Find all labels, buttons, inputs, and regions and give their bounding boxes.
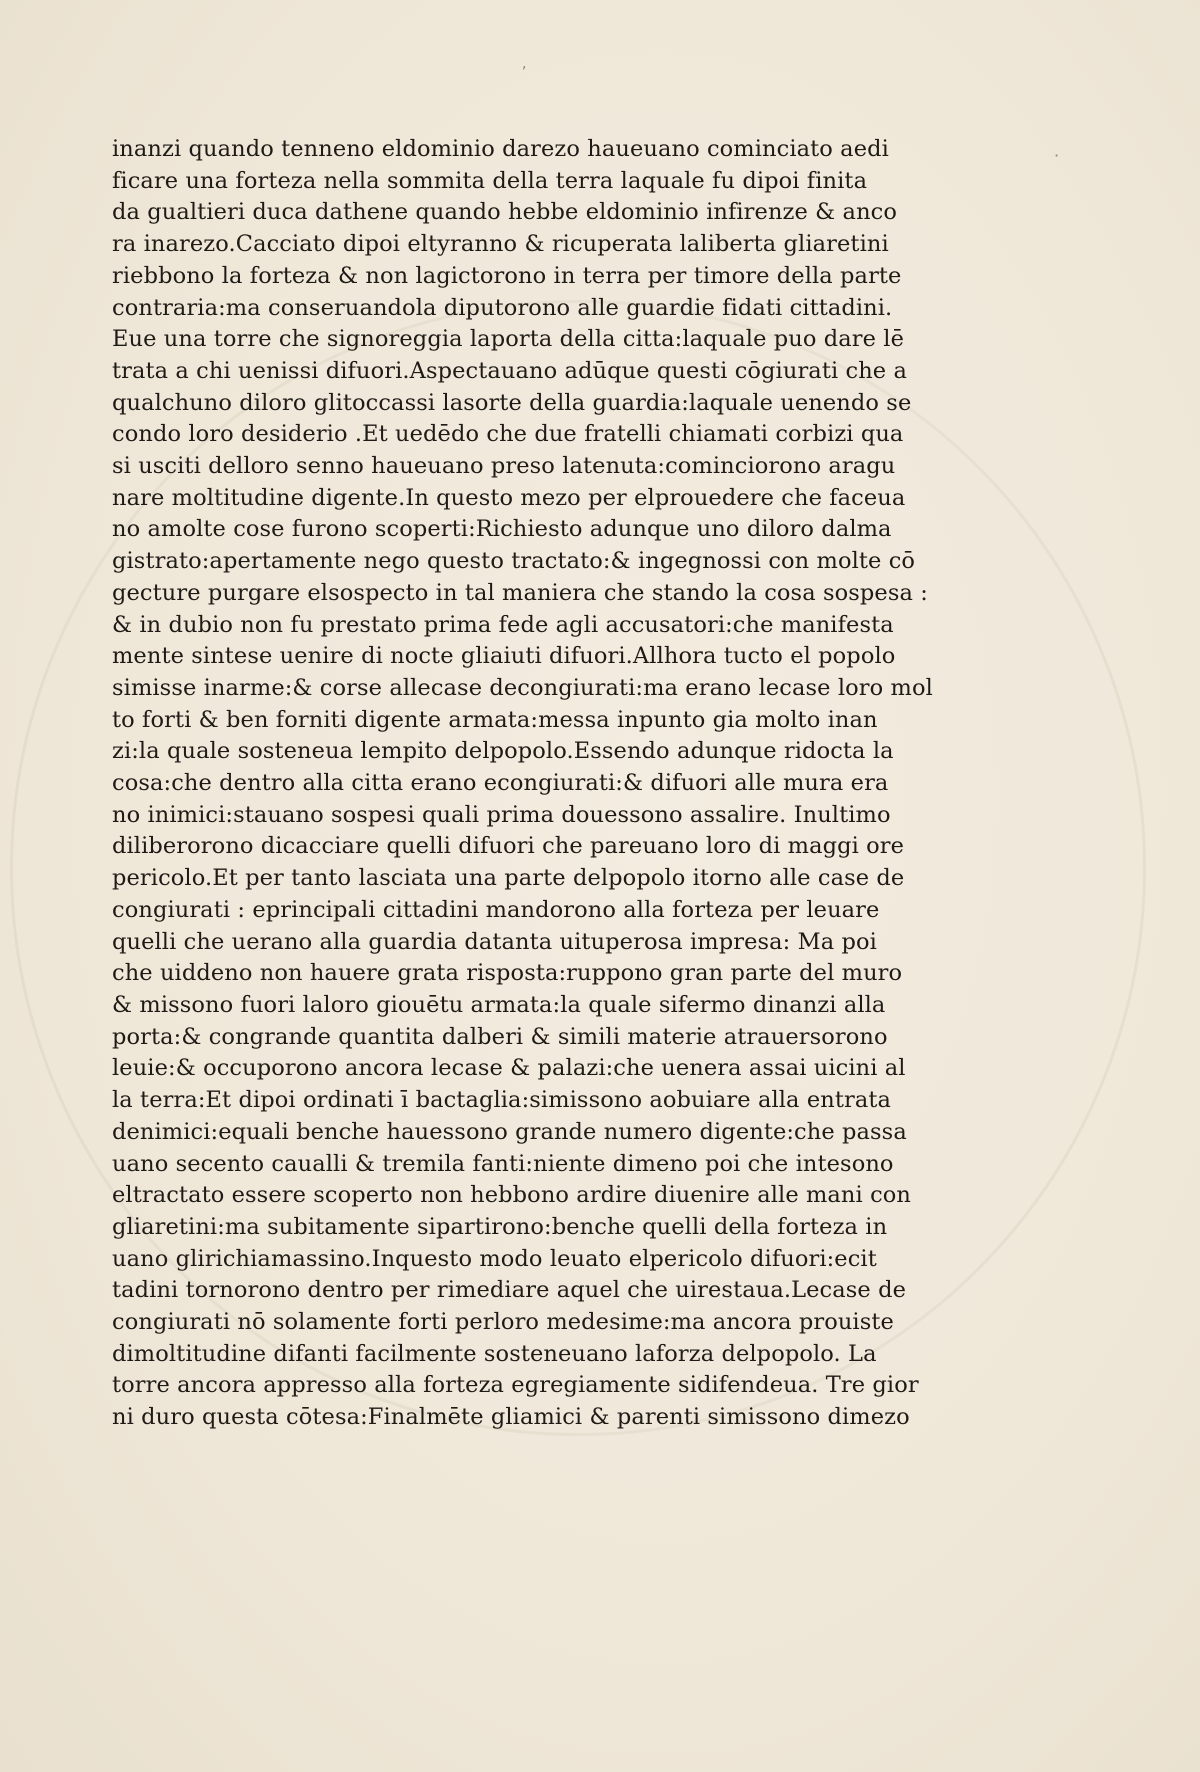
text-line: mente sintese uenire di nocte gliaiuti difuori.Allhora tucto el popolo bbox=[112, 643, 896, 670]
text-line: condo loro desiderio .Et uedēdo che due fratelli chiamati corbizi qua bbox=[112, 421, 904, 448]
text-line: & missono fuori laloro giouētu armata:la quale sifermo dinanzi alla bbox=[112, 991, 886, 1018]
text-line: leuie:& occuporono ancora lecase & palazi:che uenera assai uicini al bbox=[112, 1055, 906, 1082]
text-line: da gualtieri duca dathene quando hebbe eldominio infirenze & anco bbox=[112, 199, 898, 226]
text-line: si usciti delloro senno haueuano preso latenuta:cominciorono aragu bbox=[112, 453, 896, 480]
text-line: torre ancora appresso alla forteza egregiamente sidifendeua. Tre gior bbox=[112, 1372, 919, 1399]
text-line: ra inarezo.Cacciato dipoi eltyranno & ricuperata laliberta gliaretini bbox=[112, 231, 889, 258]
text-line: inanzi quando tenneno eldominio darezo haueuano cominciato aedi bbox=[112, 136, 889, 162]
text-line: riebbono la forteza & non lagictorono in terra per timore della parte bbox=[112, 262, 902, 289]
text-line: contraria:ma conseruandola diputorono alle guardie fidati cittadini. bbox=[112, 294, 893, 321]
text-line: congiurati nō solamente forti perloro medesime:ma ancora prouiste bbox=[112, 1309, 894, 1336]
text-line: gistrato:apertamente nego questo tractato:& ingegnossi con molte cō bbox=[112, 548, 916, 575]
text-line: gliaretini:ma subitamente sipartirono:benche quelli della forteza in bbox=[112, 1213, 888, 1240]
text-line: no inimici:stauano sospesi quali prima douessono assalire. Inultimo bbox=[112, 801, 891, 828]
paper-speck-top: , bbox=[522, 56, 527, 72]
text-line: simisse inarme:& corse allecase decongiurati:ma erano lecase loro mol bbox=[112, 674, 933, 701]
text-line: & in dubio non fu prestato prima fede agli accusatori:che manifesta bbox=[112, 611, 894, 638]
text-line: ni duro questa cōtesa:Finalmēte gliamici & parenti simissono dimezo bbox=[112, 1404, 910, 1431]
paper-speck-right: · bbox=[1054, 146, 1060, 165]
text-line: che uiddeno non hauere grata risposta:ruppono gran parte del muro bbox=[112, 960, 903, 987]
text-line: congiurati : eprincipali cittadini mandorono alla forteza per leuare bbox=[112, 896, 880, 923]
text-line: quelli che uerano alla guardia datanta uituperosa impresa: Ma poi bbox=[112, 928, 877, 955]
text-line: eltractato essere scoperto non hebbono ardire diuenire alle mani con bbox=[112, 1182, 912, 1209]
body-text bbox=[112, 134, 933, 1434]
text-line: gecture purgare elsospecto in tal maniera che stando la cosa sospesa : bbox=[112, 579, 928, 606]
text-line: to forti & ben forniti digente armata:messa inpunto gia molto inan bbox=[112, 706, 878, 733]
text-line: denimici:equali benche hauessono grande numero digente:che passa bbox=[112, 1118, 907, 1145]
text-line: porta:& congrande quantita dalberi & simili materie atrauersorono bbox=[112, 1023, 888, 1050]
text-line: nare moltitudine digente.In questo mezo per elprouedere che faceua bbox=[112, 484, 906, 511]
text-line: dimoltitudine difanti facilmente sosteneuano laforza delpopolo. La bbox=[112, 1340, 877, 1367]
text-line: tadini tornorono dentro per rimediare aquel che uirestaua.Lecase de bbox=[112, 1277, 906, 1304]
text-line: Eue una torre che signoreggia laporta della citta:laquale puo dare lē bbox=[112, 326, 904, 353]
text-line: diliberorono dicacciare quelli difuori che pareuano loro di maggi ore bbox=[112, 833, 905, 860]
text-line: trata a chi uenissi difuori.Aspectauano adūque questi cōgiurati che a bbox=[112, 357, 907, 384]
text-line: no amolte cose furono scoperti:Richiesto adunque uno diloro dalma bbox=[112, 516, 892, 543]
text-line: cosa:che dentro alla citta erano econgiurati:& difuori alle mura era bbox=[112, 770, 889, 797]
text-line: zi:la quale sosteneua lempito delpopolo.Essendo adunque ridocta la bbox=[112, 738, 894, 765]
text-line: la terra:Et dipoi ordinati ī bactaglia:simissono aobuiare alla entrata bbox=[112, 1087, 891, 1114]
text-line: qualchuno diloro glitoccassi lasorte della guardia:laquale uenendo se bbox=[112, 389, 912, 416]
text-line: ficare una forteza nella sommita della terra laquale fu dipoi finita bbox=[112, 167, 868, 194]
text-line: pericolo.Et per tanto lasciata una parte delpopolo itorno alle case de bbox=[112, 865, 905, 892]
text-line: uano glirichiamassino.Inquesto modo leuato elpericolo difuori:ecit bbox=[112, 1245, 877, 1272]
text-line: uano secento caualli & tremila fanti:niente dimeno poi che intesono bbox=[112, 1150, 894, 1177]
